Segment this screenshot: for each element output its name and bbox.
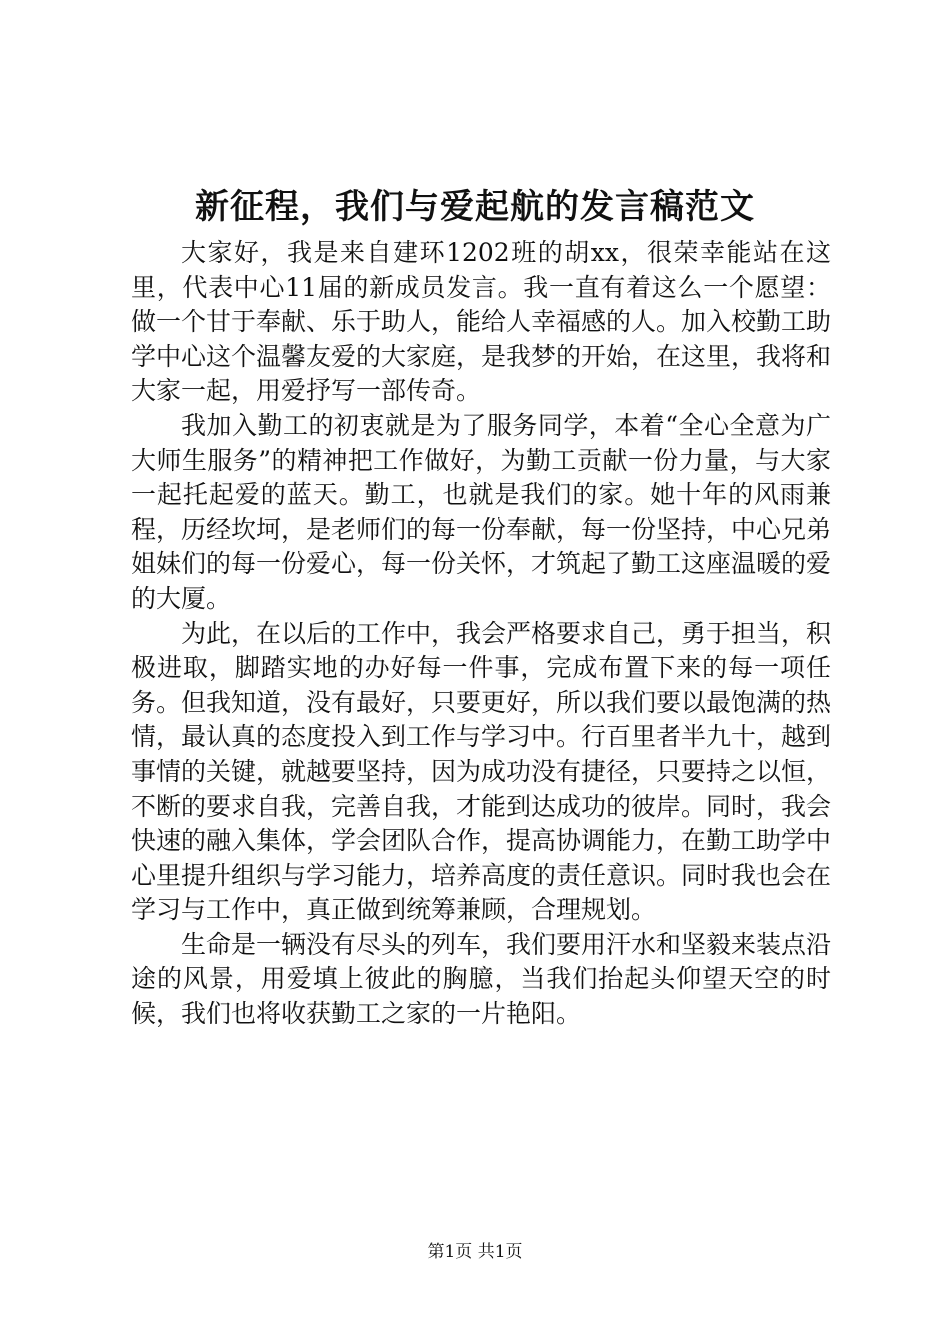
paragraph: 我加入勤工的初衷就是为了服务同学，本着“全心全意为广大师生服务”的精神把工作做好，为勤工贡献一份力量，与大家一起托起爱的蓝天。勤工，也就是我们的家。她十年的风雨兼程，历经坎坷，是老师们的每一份奉献，每一份坚持，中心兄弟姐妹们的每一份爱心，每一份关怀，才筑起了勤工这座温暖的爱的大厦。 bbox=[131, 410, 832, 613]
document-body bbox=[131, 236, 831, 1032]
page-number-footer: 第1页 共1页 bbox=[427, 1242, 523, 1262]
paragraph: 为此，在以后的工作中，我会严格要求自己，勇于担当，积极进取，脚踏实地的办好每一件事，完成布置下来的每一项任务。但我知道，没有最好，只要更好，所以我们要以最饱满的热情，最认真的态度投入到工作与学习中。行百里者半九十，越到事情的关键，就越要坚持，因为成功没有捷径，只要持之以恒，不断的要求自我，完善自我，才能到达成功的彼岸。同时，我会快速的融入集体，学会团队合作，提高协调能力，在勤工助学中心里提升组织与学习能力，培养高度的责任意识。同时我也会在学习与工作中，真正做到统筹兼顾，合理规划。 bbox=[131, 618, 832, 925]
paragraph: 大家好，我是来自建环1202班的胡xx，很荣幸能站在这里，代表中心11届的新成员发言。我一直有着这么一个愿望：做一个甘于奉献、乐于助人，能给人幸福感的人。加入校勤工助学中心这个温馨友爱的大家庭，是我梦的开始，在这里，我将和大家一起，用爱抒写一部传奇。 bbox=[131, 238, 832, 406]
document-title: 新征程，我们与爱起航的发言稿范文 bbox=[195, 187, 755, 227]
paragraph: 生命是一辆没有尽头的列车，我们要用汗水和坚毅来装点沿途的风景，用爱填上彼此的胸臆，当我们抬起头仰望天空的时候，我们也将收获勤工之家的一片艳阳。 bbox=[131, 929, 832, 1029]
